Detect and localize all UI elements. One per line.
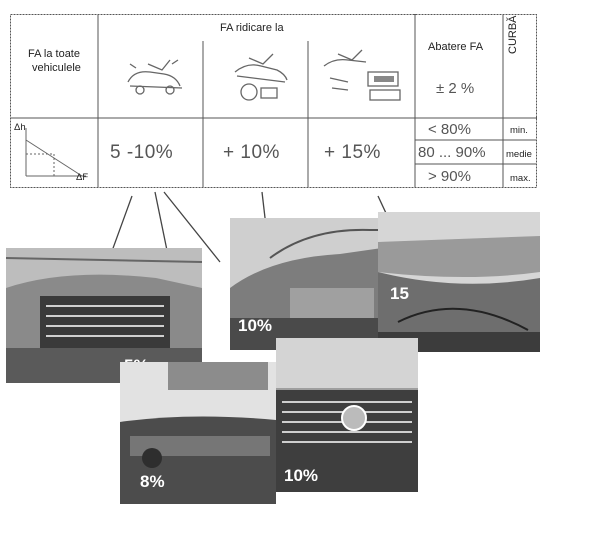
curve-range-medium: 80 ... 90% [418,144,486,161]
curve-range-max: > 90% [428,168,471,185]
lift-header: FA ridicare la [220,22,284,34]
curve-header: CURBĂ [507,15,519,54]
lift-value-2: + 10% [223,142,280,163]
curve-range-min: < 80% [428,121,471,138]
lift-value-3: + 15% [324,142,381,163]
curve-label-max: max. [510,173,531,184]
photo-label-10pct-bottom: 10% [284,466,319,485]
curve-label-min: min. [510,125,528,136]
graph-x-label: ΔF [76,172,89,183]
photo-car-hood-right [378,212,540,352]
photo-car-front-center [230,218,382,350]
photo-label-8pct: 8% [140,472,165,491]
photo-car-bumper-left [120,362,276,504]
lift-value-1: 5 -10% [110,142,174,163]
curve-label-medium: medie [506,149,532,160]
photo-car-grille-right [276,338,418,492]
deviation-header: Abatere FA [428,41,484,53]
deviation-value: ± 2 % [436,80,475,97]
graph-y-label: Δh [14,122,26,133]
all-vehicles-label-1: FA la toate [28,48,80,60]
photo-label-10pct-top: 10% [238,316,273,335]
all-vehicles-label-2: vehiculele [32,62,81,74]
photo-label-15: 15 [390,284,409,303]
